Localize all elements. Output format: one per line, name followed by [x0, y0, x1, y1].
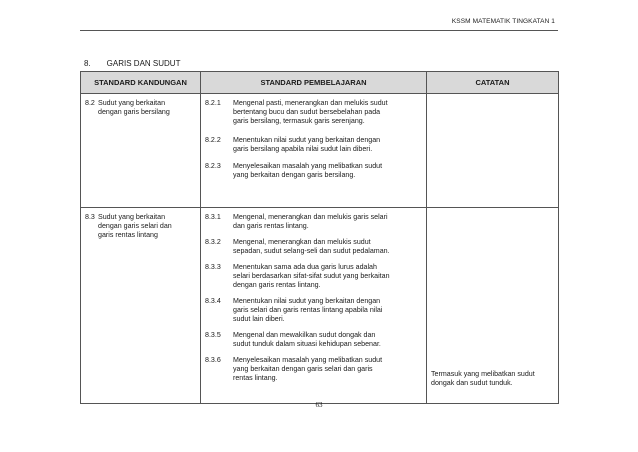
table-row-8-2 — [81, 94, 559, 208]
standard-text-line: yang berkaitan dengan garis bersilang. — [233, 171, 356, 179]
section-title: GARIS DAN SUDUT — [106, 59, 181, 68]
header-standard-pembelajaran: STANDARD PEMBELAJARAN — [201, 72, 427, 94]
content-cell-8-2 — [81, 94, 201, 208]
standard-text-line: sudut tunduk dalam situasi kehidupan sebenar. — [233, 340, 381, 348]
standard-text-line: Mengenal, menerangkan dan melukis garis selari — [233, 213, 388, 221]
standard-text-line: Mengenal dan mewakilkan sudut dongak dan — [233, 331, 376, 339]
standard-text-line: Mengenal pasti, menerangkan dan melukis sudut — [233, 99, 388, 107]
learning-standard-item — [201, 356, 426, 383]
standard-text-line: garis bersilang, termasuk garis serenjang. — [233, 117, 365, 125]
standard-text-line: Menentukan nilai sudut yang berkaitan dengan — [233, 297, 381, 305]
standard-text-line: dengan garis rentas lintang. — [233, 281, 321, 289]
standard-text-line: sudut lain diberi. — [233, 315, 285, 323]
section-number: 8. — [84, 59, 91, 68]
standard-text-line: dan garis rentas lintang. — [233, 222, 309, 230]
learning-standard-item — [201, 297, 426, 324]
standard-text-line: yang berkaitan dengan garis selari dan garis — [233, 365, 373, 373]
standards-table — [80, 71, 559, 404]
standard-code: 8.3.4 — [205, 297, 221, 305]
learning-standard-item — [201, 213, 426, 231]
standard-text-line: rentas lintang. — [233, 374, 278, 382]
standard-text-line: sepadan, sudut selang-seli dan sudut pedalaman. — [233, 247, 390, 255]
content-number: 8.3 — [85, 213, 95, 221]
standard-code: 8.2.3 — [205, 162, 221, 170]
standard-text-line: Mengenal, menerangkan dan melukis sudut — [233, 238, 371, 246]
standard-code: 8.2.1 — [205, 99, 221, 107]
learning-standard-item — [201, 99, 426, 126]
notes-cell-8-3 — [427, 208, 559, 404]
content-cell-8-3 — [81, 208, 201, 404]
content-text-line: Sudut yang berkaitan — [98, 213, 166, 221]
standard-text-line: Menyelesaikan masalah yang melibatkan sudut — [233, 162, 383, 170]
learning-standard-item — [201, 162, 426, 180]
note-text — [427, 370, 558, 388]
standard-code: 8.3.1 — [205, 213, 221, 221]
header-catatan: CATATAN — [427, 72, 559, 94]
table-row-8-3 — [81, 208, 559, 404]
note-text-line: Termasuk yang melibatkan sudut — [431, 370, 535, 378]
standard-code: 8.2.2 — [205, 136, 221, 144]
learning-standard-item — [201, 136, 426, 154]
learning-standard-item — [201, 331, 426, 349]
content-text-line: Sudut yang berkaitan — [98, 99, 166, 107]
standard-text-line: bertentang bucu dan sudut bersebelahan pada — [233, 108, 381, 116]
standard-text-line: Menentukan sama ada dua garis lurus adalah — [233, 263, 377, 271]
header-standard-kandungan: STANDARD KANDUNGAN — [81, 72, 201, 94]
learning-standard-item — [201, 238, 426, 256]
standard-code: 8.3.5 — [205, 331, 221, 339]
standard-code: 8.3.6 — [205, 356, 221, 364]
standard-text-line: garis bersilang apabila nilai sudut lain diberi. — [233, 145, 373, 153]
table-header-row — [81, 72, 559, 94]
section-heading — [84, 59, 180, 68]
standard-text-line: selari berdasarkan sifat-sifat sudut yang berkaitan — [233, 272, 390, 280]
learning-cell-8-3 — [201, 208, 427, 404]
content-text-line: dengan garis bersilang — [98, 108, 170, 116]
standard-code: 8.3.3 — [205, 263, 221, 271]
running-header: KSSM MATEMATIK TINGKATAN 1 — [451, 18, 555, 25]
content-text-line: garis rentas lintang — [98, 231, 158, 239]
content-text-line: dengan garis selari dan — [98, 222, 172, 230]
standard-code: 8.3.2 — [205, 238, 221, 246]
standard-text-line: Menyelesaikan masalah yang melibatkan sudut — [233, 356, 383, 364]
learning-standard-item — [201, 263, 426, 290]
standard-text-line: garis selari dan garis rentas lintang apabila nilai — [233, 306, 383, 314]
page-number: 63 — [315, 401, 323, 409]
learning-cell-8-2 — [201, 94, 427, 208]
content-number: 8.2 — [85, 99, 95, 107]
header-divider — [80, 30, 558, 31]
notes-cell-8-2 — [427, 94, 559, 208]
note-text-line: dongak dan sudut tunduk. — [431, 379, 513, 387]
standard-text-line: Menentukan nilai sudut yang berkaitan dengan — [233, 136, 381, 144]
